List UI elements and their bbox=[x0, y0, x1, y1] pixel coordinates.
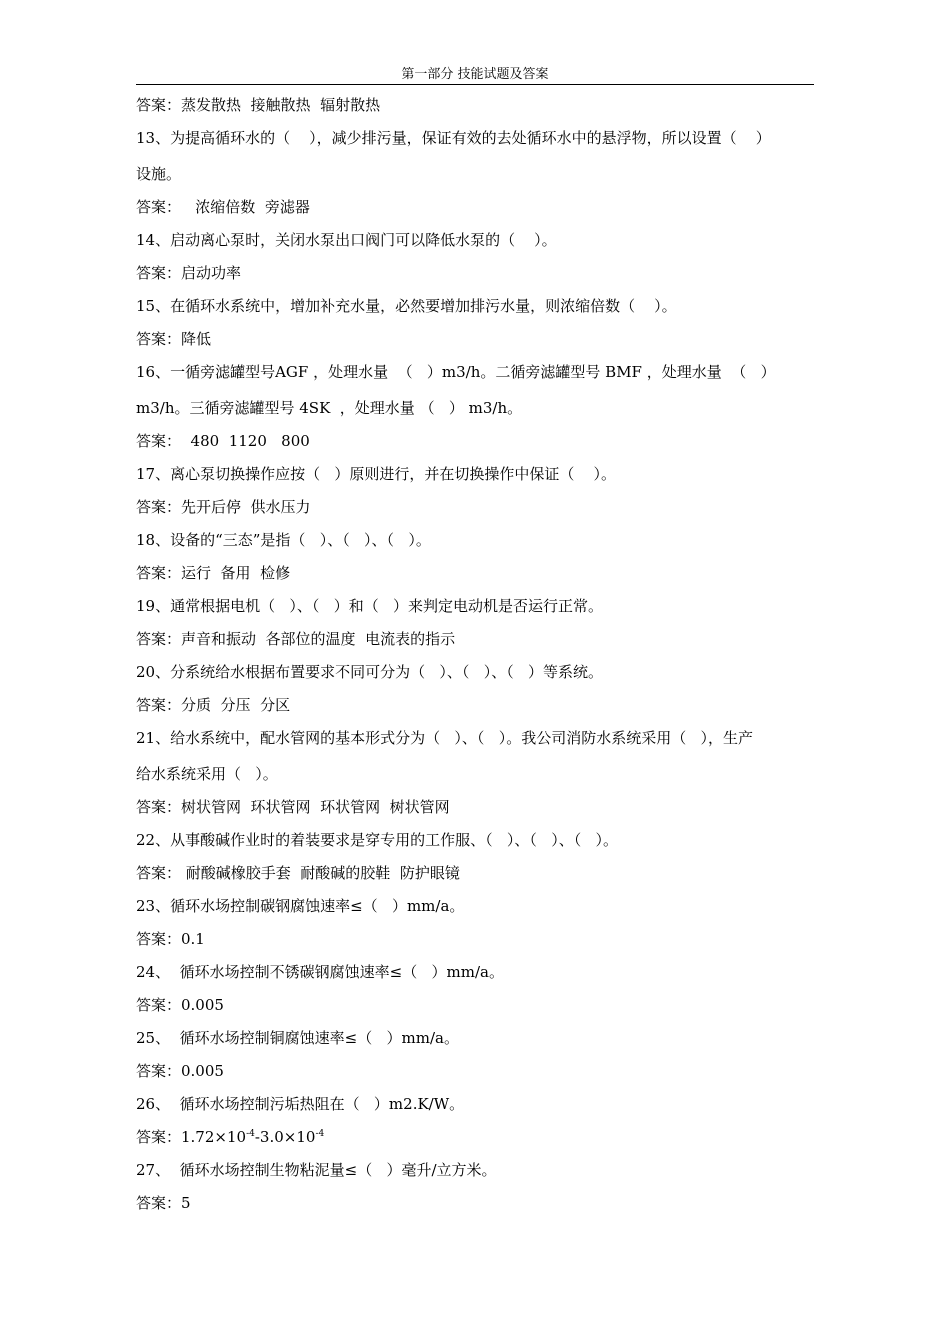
answer-line: 答案： 浓缩倍数 旁滤器 bbox=[136, 198, 310, 216]
question-line: 25、 循环水场控制铜腐蚀速率≤（ ）mm/a。 bbox=[136, 1029, 459, 1047]
question-line: 22、从事酸碱作业时的着装要求是穿专用的工作服、（ ）、（ ）、（ ）。 bbox=[136, 831, 619, 849]
question-line: 设施。 bbox=[136, 165, 182, 183]
answer-line: 答案：先开后停 供水压力 bbox=[136, 498, 311, 516]
question-line: 17、离心泵切换操作应按（ ）原则进行，并在切换操作中保证（ ）。 bbox=[136, 465, 616, 483]
question-line: 14、启动离心泵时，关闭水泵出口阀门可以降低水泵的（ ）。 bbox=[136, 231, 557, 249]
answer-line: 答案：0.005 bbox=[136, 1062, 224, 1080]
question-line: 26、 循环水场控制污垢热阻在（ ）m2.K/W。 bbox=[136, 1095, 465, 1113]
answer-line: 答案： 480 1120 800 bbox=[136, 432, 310, 450]
document-body bbox=[136, 94, 818, 1214]
answer-line: 答案：声音和振动 各部位的温度 电流表的指示 bbox=[136, 630, 456, 648]
answer-line: 答案：0.1 bbox=[136, 930, 205, 948]
page-header: 第一部分 技能试题及答案 bbox=[401, 67, 549, 82]
answer-line: 答案：启动功率 bbox=[136, 264, 242, 282]
question-line: 23、循环水场控制碳钢腐蚀速率≤（ ）mm/a。 bbox=[136, 897, 465, 915]
question-line: 18、设备的“三态”是指（ ）、（ ）、（ ）。 bbox=[136, 531, 431, 549]
header-divider bbox=[136, 84, 814, 85]
question-line: 21、给水系统中，配水管网的基本形式分为（ ）、（ ）。我公司消防水系统采用（ ），生产 bbox=[136, 729, 754, 747]
answer-line: 答案：运行 备用 检修 bbox=[136, 564, 291, 582]
question-line: 20、分系统给水根据布置要求不同可分为（ ）、（ ）、（ ）等系统。 bbox=[136, 663, 604, 681]
answer-line: 答案：降低 bbox=[136, 330, 212, 348]
question-line: 24、 循环水场控制不锈碳钢腐蚀速率≤（ ）mm/a。 bbox=[136, 963, 504, 981]
answer-line: 答案：5 bbox=[136, 1194, 191, 1212]
question-line: 19、通常根据电机（ ）、（ ）和（ ）来判定电动机是否运行正常。 bbox=[136, 597, 604, 615]
answer-line: 答案：$1.72\times 10^{-4}-3.0\times 10^{-4}$ bbox=[136, 1128, 325, 1146]
answer-line: 答案：蒸发散热 接触散热 辐射散热 bbox=[136, 96, 381, 114]
question-line: 16、一循旁滤罐型号AGF ，处理水量 （ ）m3/h。二循旁滤罐型号 BMF ，处理水量 （ ） bbox=[136, 363, 776, 381]
question-line: 27、 循环水场控制生物粘泥量≤（ ）毫升/立方米。 bbox=[136, 1161, 497, 1179]
answer-line: 答案：树状管网 环状管网 环状管网 树状管网 bbox=[136, 798, 450, 816]
answer-line: 答案：分质 分压 分区 bbox=[136, 696, 291, 714]
question-line: 给水系统采用（ ）。 bbox=[136, 765, 278, 783]
question-line: m3/h。三循旁滤罐型号 4SK ，处理水量 （ ） m3/h。 bbox=[136, 399, 523, 417]
answer-line: 答案：0.005 bbox=[136, 996, 224, 1014]
answer-line: 答案： 耐酸碱橡胶手套 耐酸碱的胶鞋 防护眼镜 bbox=[136, 864, 460, 882]
question-line: 13、为提高循环水的（ ），减少排污量，保证有效的去处循环水中的悬浮物，所以设置（ ） bbox=[136, 129, 771, 147]
question-line: 15、在循环水系统中，增加补充水量，必然要增加排污水量，则浓缩倍数（ ）。 bbox=[136, 297, 677, 315]
